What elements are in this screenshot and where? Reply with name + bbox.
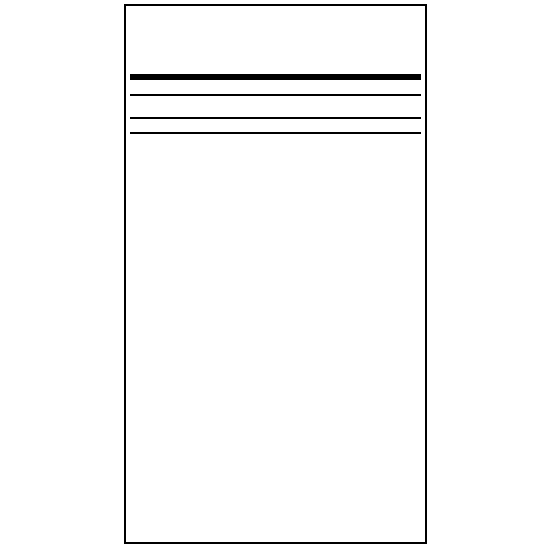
- nutrition-facts-label: [124, 4, 427, 544]
- divider: [130, 132, 421, 134]
- divider: [130, 94, 421, 96]
- label-body: [130, 6, 421, 542]
- thick-divider: [130, 74, 421, 80]
- divider: [130, 117, 421, 119]
